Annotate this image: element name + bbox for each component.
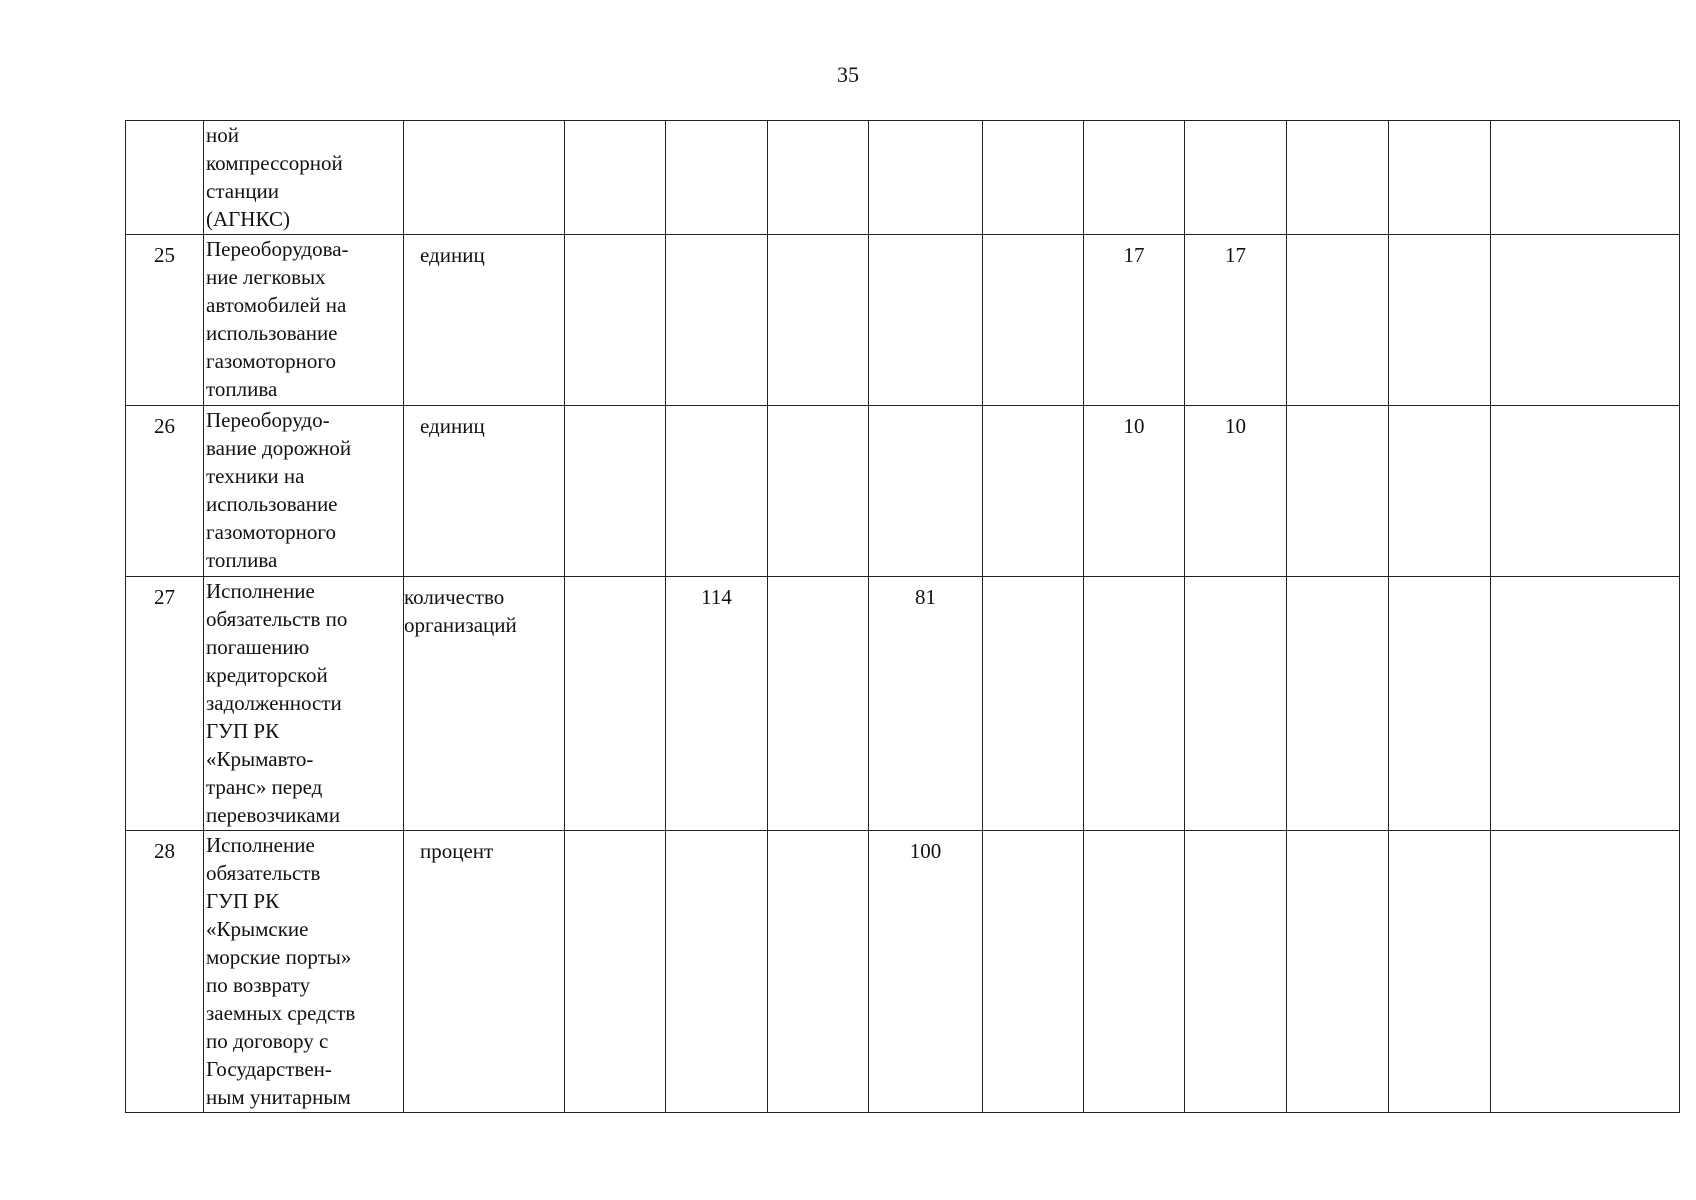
value-cell [565, 406, 666, 577]
value-cell [1491, 831, 1680, 1113]
indicator-name [204, 406, 404, 577]
value-cell [1491, 121, 1680, 235]
value-cell [666, 831, 768, 1113]
value-cell [1389, 235, 1491, 406]
indicator-name-text: Исполнение обязательств ГУП РК «Крымские морские порты» по возврату заемных средств по договору с Государствен- ным унитарным [206, 833, 356, 1109]
table-row [126, 831, 1680, 1113]
unit-text: единиц [420, 414, 485, 438]
value-cell [869, 406, 983, 577]
value-cell [983, 577, 1084, 831]
row-number: 28 [126, 831, 204, 1113]
value-cell [983, 235, 1084, 406]
value-cell [1287, 831, 1389, 1113]
indicator-name [204, 577, 404, 831]
value-cell [1185, 577, 1287, 831]
value-cell [1491, 235, 1680, 406]
value-cell [1287, 235, 1389, 406]
value-cell [1287, 121, 1389, 235]
row-number: 27 [126, 577, 204, 831]
unit-cell [404, 235, 565, 406]
value-cell: 100 [869, 831, 983, 1113]
unit-cell [404, 406, 565, 577]
unit-text: количество организаций [404, 585, 517, 637]
value-cell [1491, 577, 1680, 831]
indicator-name-text: Переоборудо- вание дорожной техники на использование газомоторного топлива [206, 408, 352, 572]
value-cell [983, 121, 1084, 235]
value-cell [1084, 577, 1185, 831]
value-cell [1287, 406, 1389, 577]
table-row [126, 577, 1680, 831]
value-cell: 17 [1185, 235, 1287, 406]
value-cell [565, 577, 666, 831]
value-cell [869, 121, 983, 235]
value-cell [1491, 406, 1680, 577]
value-cell [983, 831, 1084, 1113]
value-cell: 114 [666, 577, 768, 831]
value-cell [768, 406, 869, 577]
value-cell [565, 235, 666, 406]
row-number [126, 121, 204, 235]
page-number: 35 [837, 62, 859, 87]
value-cell [768, 577, 869, 831]
value-cell [768, 235, 869, 406]
value-cell [1389, 406, 1491, 577]
unit-text: единиц [420, 243, 485, 267]
value-cell [1185, 831, 1287, 1113]
indicator-name-text: ной компрессорной станции (АГНКС) [206, 123, 343, 231]
table-row [126, 235, 1680, 406]
indicators-table [125, 120, 1680, 1113]
value-cell [1389, 121, 1491, 235]
table-row [126, 406, 1680, 577]
value-cell [666, 235, 768, 406]
indicator-name [204, 235, 404, 406]
indicator-name [204, 831, 404, 1113]
value-cell [768, 121, 869, 235]
indicator-name-text: Переоборудова- ние легковых автомобилей на использование газомоторного топлива [206, 237, 349, 401]
unit-cell [404, 831, 565, 1113]
value-cell [1084, 831, 1185, 1113]
value-cell: 10 [1084, 406, 1185, 577]
value-cell [666, 406, 768, 577]
value-cell: 10 [1185, 406, 1287, 577]
value-cell [666, 121, 768, 235]
value-cell [1389, 577, 1491, 831]
unit-cell [404, 577, 565, 831]
indicator-name-text: Исполнение обязательств по погашению кредиторской задолженности ГУП РК «Крымавто- транс» перед перевозчиками [206, 579, 348, 827]
value-cell [1389, 831, 1491, 1113]
value-cell [869, 235, 983, 406]
row-number: 25 [126, 235, 204, 406]
value-cell [1084, 121, 1185, 235]
unit-text: процент [420, 839, 494, 863]
value-cell [768, 831, 869, 1113]
value-cell [565, 831, 666, 1113]
value-cell [565, 121, 666, 235]
row-number: 26 [126, 406, 204, 577]
unit-cell [404, 121, 565, 235]
indicator-name [204, 121, 404, 235]
value-cell: 17 [1084, 235, 1185, 406]
table-row [126, 121, 1680, 235]
value-cell: 81 [869, 577, 983, 831]
value-cell [983, 406, 1084, 577]
value-cell [1185, 121, 1287, 235]
value-cell [1287, 577, 1389, 831]
